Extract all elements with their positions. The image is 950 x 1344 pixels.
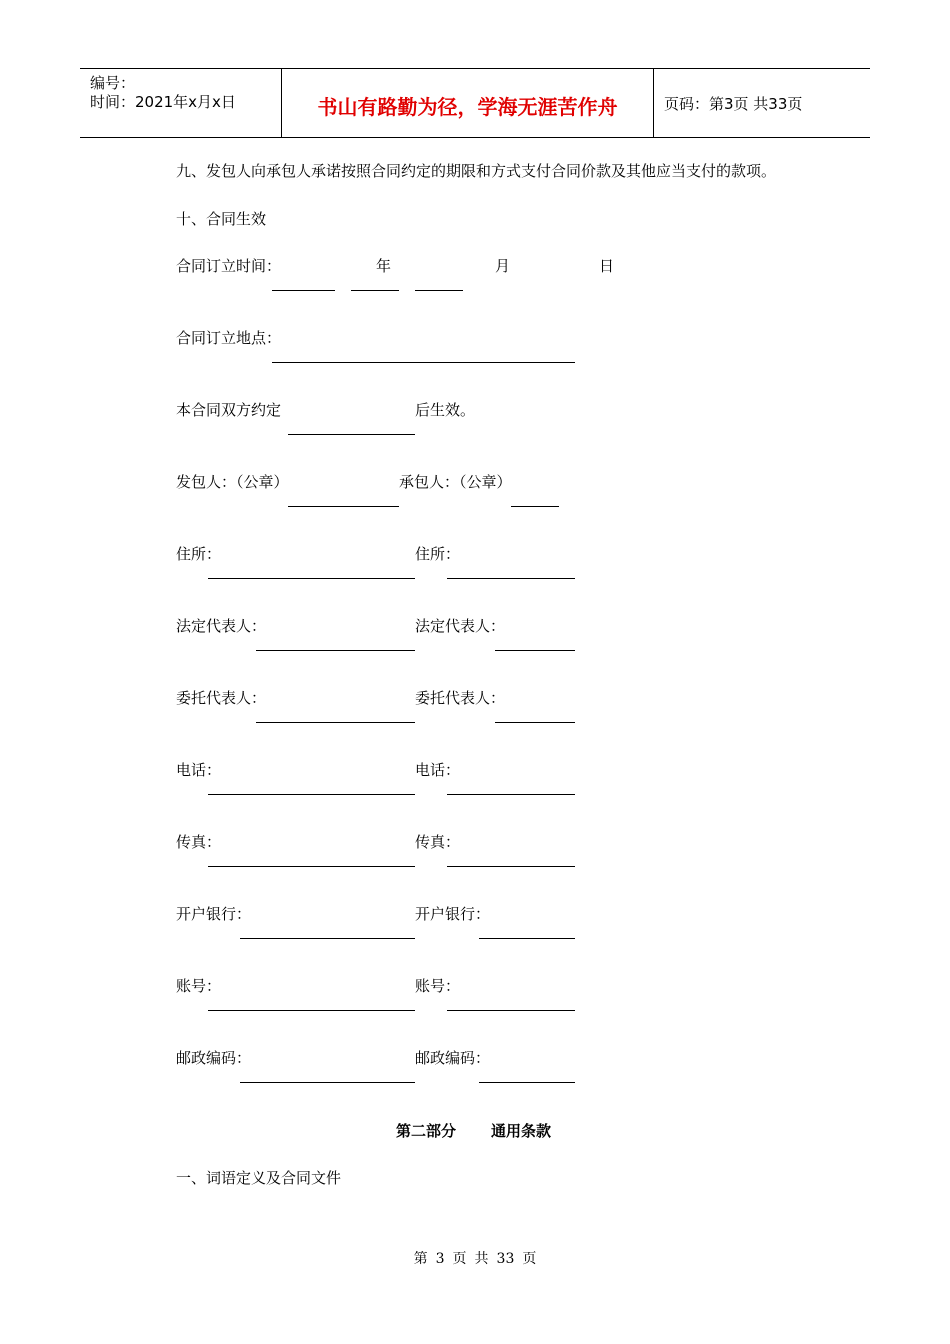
page-info: 页码：第3页 共33页 <box>664 95 803 113</box>
page-footer <box>0 1248 950 1268</box>
time-label: 时间：2021年x月x日 <box>90 93 236 111</box>
day-blank <box>415 290 463 291</box>
footer-page-number: 3 <box>435 1251 445 1267</box>
employer-address-blank <box>208 578 415 579</box>
part2-title: 第二部分 <box>396 1122 457 1140</box>
footer-di: 第 <box>413 1251 428 1267</box>
contractor-legal-rep-label: 法定代表人： <box>415 617 506 635</box>
employer-agent-blank <box>256 722 415 723</box>
employer-account-label: 账号： <box>176 977 222 995</box>
employer-legal-rep-blank <box>256 650 415 651</box>
effect-prefix: 本合同双方约定 <box>176 401 282 419</box>
contractor-phone-blank <box>447 794 575 795</box>
footer-gong: 共 <box>474 1251 489 1267</box>
contractor-account-blank <box>447 1010 575 1011</box>
number-label: 编号： <box>90 74 136 92</box>
contractor-seal-blank <box>511 506 559 507</box>
sign-place-label: 合同订立地点： <box>176 329 282 347</box>
footer-total-pages: 33 <box>496 1251 515 1267</box>
employer-account-blank <box>208 1010 415 1011</box>
sign-time-label: 合同订立时间： <box>176 257 282 275</box>
month-label: 月 <box>495 257 511 275</box>
contractor-postcode-blank <box>479 1082 575 1083</box>
clause-9: 九、发包人向承包人承诺按照合同约定的期限和方式支付合同价款及其他应当支付的款项。 <box>176 162 777 180</box>
employer-bank-label: 开户银行： <box>176 905 252 923</box>
clause-10: 十、合同生效 <box>176 210 267 228</box>
employer-bank-blank <box>240 938 415 939</box>
footer-ye: 页 <box>452 1251 467 1267</box>
contractor-bank-blank <box>479 938 575 939</box>
contractor-account-label: 账号： <box>415 977 461 995</box>
contractor-fax-blank <box>447 866 575 867</box>
section-1-heading: 一、词语定义及合同文件 <box>176 1169 342 1187</box>
header-meta-cell <box>80 69 282 137</box>
contractor-label: 承包人：（公章） <box>399 473 512 491</box>
employer-legal-rep-label: 法定代表人： <box>176 617 267 635</box>
employer-seal-blank <box>288 506 399 507</box>
contractor-address-label: 住所： <box>415 545 461 563</box>
contractor-legal-rep-blank <box>495 650 575 651</box>
year-blank <box>272 290 335 291</box>
employer-agent-label: 委托代表人： <box>176 689 267 707</box>
day-label: 日 <box>599 257 615 275</box>
contractor-address-blank <box>447 578 575 579</box>
employer-phone-blank <box>208 794 415 795</box>
motto-text: 书山有路勤为径，学海无涯苦作舟 <box>317 95 618 119</box>
employer-address-label: 住所： <box>176 545 222 563</box>
contractor-agent-label: 委托代表人： <box>415 689 506 707</box>
header-motto-cell <box>282 69 654 137</box>
effect-blank <box>288 434 415 435</box>
year-label: 年 <box>376 257 392 275</box>
part2-subtitle: 通用条款 <box>491 1122 552 1140</box>
footer-ye2: 页 <box>522 1251 537 1267</box>
sign-place-blank <box>272 362 575 363</box>
effect-suffix: 后生效。 <box>415 401 476 419</box>
employer-fax-blank <box>208 866 415 867</box>
contractor-agent-blank <box>495 722 575 723</box>
employer-postcode-label: 邮政编码： <box>176 1049 252 1067</box>
employer-fax-label: 传真： <box>176 833 222 851</box>
contractor-fax-label: 传真： <box>415 833 461 851</box>
page-header <box>80 68 870 138</box>
employer-phone-label: 电话： <box>176 761 222 779</box>
employer-postcode-blank <box>240 1082 415 1083</box>
month-blank <box>351 290 399 291</box>
contractor-bank-label: 开户银行： <box>415 905 491 923</box>
employer-label: 发包人：（公章） <box>176 473 289 491</box>
contractor-postcode-label: 邮政编码： <box>415 1049 491 1067</box>
contractor-phone-label: 电话： <box>415 761 461 779</box>
